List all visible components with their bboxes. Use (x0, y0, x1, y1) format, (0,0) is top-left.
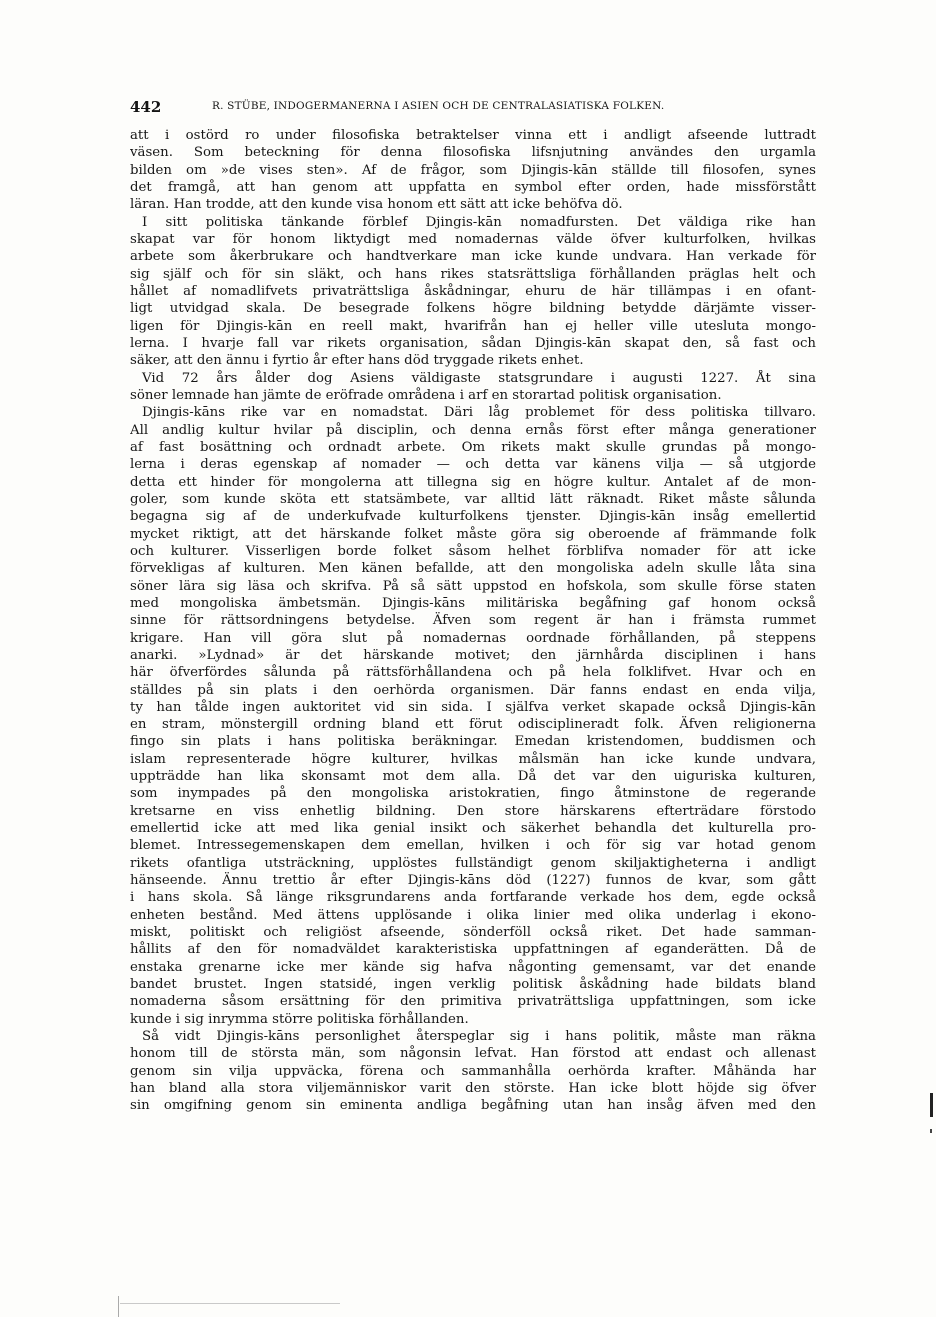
paragraph (130, 1028, 816, 1115)
text-line: ligt utvidgad skala. De besegrade folkens högre bildning betydde därjämte visser- (130, 301, 816, 317)
text-line: skapat var för honom liktydigt med nomadernas välde öfver kulturfolken, hvilkas (130, 231, 816, 247)
text-line: lerna i deras egenskap af nomader — och detta var känens vilja — så utgjorde (130, 457, 816, 473)
text-line: Djingis-kāns rike var en nomadstat. Däri låg problemet för dess politiska tillvaro. (142, 405, 816, 421)
text-line: rikets ofantliga utsträckning, upplöstes fullständigt genom skiljaktigheterna i andligt (130, 855, 816, 871)
paragraph (130, 404, 816, 1028)
text-line: Så vidt Djingis-kāns personlighet återspeglar sig i hans politik, måste man räkna (142, 1029, 816, 1045)
text-line: islam representerade högre kulturer, hvilkas målsmän han icke kunde undvara, (130, 751, 816, 767)
text-line: kunde i sig inrymma större politiska förhållanden. (130, 1011, 469, 1027)
text-line: hållits af den för nomadväldet karakteristiska uppfattningen af eganderätten. Då de (130, 942, 816, 958)
text-line: fingo sin plats i hans politiska beräkningar. Emedan kristendomen, buddismen och (130, 734, 816, 750)
text-line: enheten bestånd. Med ättens upplösande i olika linier med olika underlag i ekono- (130, 907, 816, 923)
text-line: läran. Han trodde, att den kunde visa honom ett sätt att icke behöfva dö. (130, 197, 623, 213)
paragraph (130, 127, 816, 214)
text-line: sinne för rättsordningens betydelse. Äfven som regent är han i främsta rummet (130, 613, 816, 629)
text-line: väsen. Som beteckning för denna filosofiska lifsnjutning användes den urgamla (130, 145, 816, 161)
scan-margin-mark (930, 1093, 933, 1117)
text-line: hänseende. Ännu trettio år efter Djingis-kāns död (1227) funnos de kvar, som gått (130, 873, 816, 889)
paragraph (130, 214, 816, 370)
text-line: och kulturer. Visserligen borde folket såsom helhet förblifva nomader för att icke (130, 543, 816, 559)
text-line: en stram, mönstergill ordning bland ett förut odisciplineradt folk. Äfven religionerna (130, 717, 816, 733)
text-line: All andlig kultur hvilar på disciplin, och denna ernås först efter många generationer (130, 422, 816, 438)
text-line: lerna. I hvarje fall var rikets organisation, sådan Djingis-kān skapat den, så fast och (130, 335, 816, 351)
text-line: ligen för Djingis-kān en reell makt, hvarifrån han ej heller ville utesluta mongo- (130, 318, 816, 334)
body-text (130, 127, 816, 1115)
text-line: bandet brustet. Ingen statsidé, ingen verklig politisk åskådning hade bildats bland (130, 977, 816, 993)
text-line: det framgå, att han genom att uppfatta en symbol efter orden, hade missförstått (130, 179, 816, 195)
paragraph (130, 370, 816, 405)
text-line: anarki. »Lydnad» är det härskande motivet; den järnhårda disciplinen i hans (130, 647, 816, 663)
text-line: miskt, politiskt och religiöst afseende, sönderföll också riket. Det hade samman- (130, 925, 816, 941)
scan-edge-line (118, 1296, 119, 1317)
text-line: uppträdde han lika skonsamt mot dem alla. Då det var den uiguriska kulturen, (130, 769, 816, 785)
text-line: bilden om »de vises sten». Af de frågor, som Djingis-kān ställde till filosofen, synes (130, 162, 816, 178)
scan-margin-mark (930, 1129, 932, 1133)
text-line: goler, som kunde sköta ett statsämbete, var alltid lätt räknadt. Riket måste sålunda (130, 491, 816, 507)
text-line: söner lära sig läsa och skrifva. På så sätt uppstod en hofskola, som skulle förse staten (130, 578, 816, 594)
text-line: med mongoliska ämbetsmän. Djingis-kāns militäriska begåfning gaf honom också (130, 595, 816, 611)
text-line: säker, att den ännu i fyrtio år efter hans död tryggade rikets enhet. (130, 353, 584, 369)
text-line: sig själf och för sin släkt, och hans rikes statsrättsliga förhållanden präglas helt och (130, 266, 816, 282)
text-line: krigare. Han vill göra slut på nomadernas oordnade förhållanden, på steppens (130, 630, 816, 646)
scan-edge-line (120, 1303, 340, 1304)
text-line: Vid 72 års ålder dog Asiens väldigaste statsgrundare i augusti 1227. Åt sina (142, 370, 816, 386)
text-line: af fast bosättning och ordnadt arbete. Om rikets makt skulle grundas på mongo- (130, 439, 816, 455)
text-line: begagna sig af de underkufvade kulturfolkens tjenster. Djingis-kān insåg emellertid (130, 509, 816, 525)
text-line: nomaderna såsom ersättning för den primitiva privaträttsliga uppfattningen, som icke (130, 994, 816, 1010)
text-line: mycket riktigt, att det härskande folket måste göra sig oberoende af främmande folk (130, 526, 816, 542)
text-line: hållet af nomadlifvets privaträttsliga åskådningar, ehuru de här tillämpas i en ofant- (130, 283, 816, 299)
text-line: kretsarne en viss enhetlig bildning. Den store härskarens efterträdare förstodo (130, 803, 816, 819)
text-line: ställdes på sin plats i den oerhörda organismen. Där fanns endast en enda vilja, (130, 682, 816, 698)
page-number: 442 (130, 98, 162, 116)
text-line: som inympades på den mongoliska aristokratien, fingo åtminstone de regerande (130, 786, 816, 802)
text-line: detta ett hinder för mongolerna att tillegna sig en högre kultur. Antalet af de mon- (130, 474, 816, 490)
text-line: honom till de största män, som någonsin lefvat. Han förstod att endast och allenast (130, 1046, 816, 1062)
text-line: sin omgifning genom sin eminenta andliga begåfning utan han insåg äfven med den (130, 1098, 816, 1114)
text-line: genom sin vilja uppväcka, förena och sammanhålla oerhörda krafter. Måhända har (130, 1063, 816, 1079)
text-line: förvekligas af kulturen. Men känen befallde, att den mongoliska adeln skulle låta sina (130, 561, 816, 577)
text-line: söner lemnade han jämte de eröfrade områdena i arf en storartad politisk organisation. (130, 387, 722, 403)
running-head: R. STÜBE, INDOGERMANERNA I ASIEN OCH DE CENTRALASIATISKA FOLKEN. (212, 100, 665, 112)
text-line: I sitt politiska tänkande förblef Djingis-kān nomadfursten. Det väldiga rike han (142, 214, 816, 230)
page-header (130, 98, 816, 116)
text-line: att i ostörd ro under filosofiska betraktelser vinna ett i andligt afseende luttradt (130, 128, 816, 143)
text-line: ty han tålde ingen auktoritet vid sin sida. I själfva verket skapade också Djingis-kān (130, 699, 816, 715)
text-line: enstaka grenarne icke mer kände sig hafva någonting gemensamt, var det enande (130, 959, 816, 975)
text-line: i hans skola. Så länge riksgrundarens anda fortfarande verkade hos dem, egde också (130, 890, 816, 906)
text-line: han bland alla stora viljemänniskor varit den störste. Han icke blott höjde sig öfver (130, 1081, 816, 1097)
text-line: emellertid icke att med lika genial insikt och säkerhet behandla det kulturella pro- (130, 821, 816, 837)
text-line: arbete som åkerbrukare och handtverkare man icke kunde undvara. Han verkade för (130, 249, 816, 265)
text-line: här öfverfördes sålunda på rättsförhållandena och på hela folklifvet. Hvar och en (130, 665, 816, 681)
text-line: blemet. Intressegemenskapen dem emellan, hvilken i och för sig var hotad genom (130, 838, 816, 854)
